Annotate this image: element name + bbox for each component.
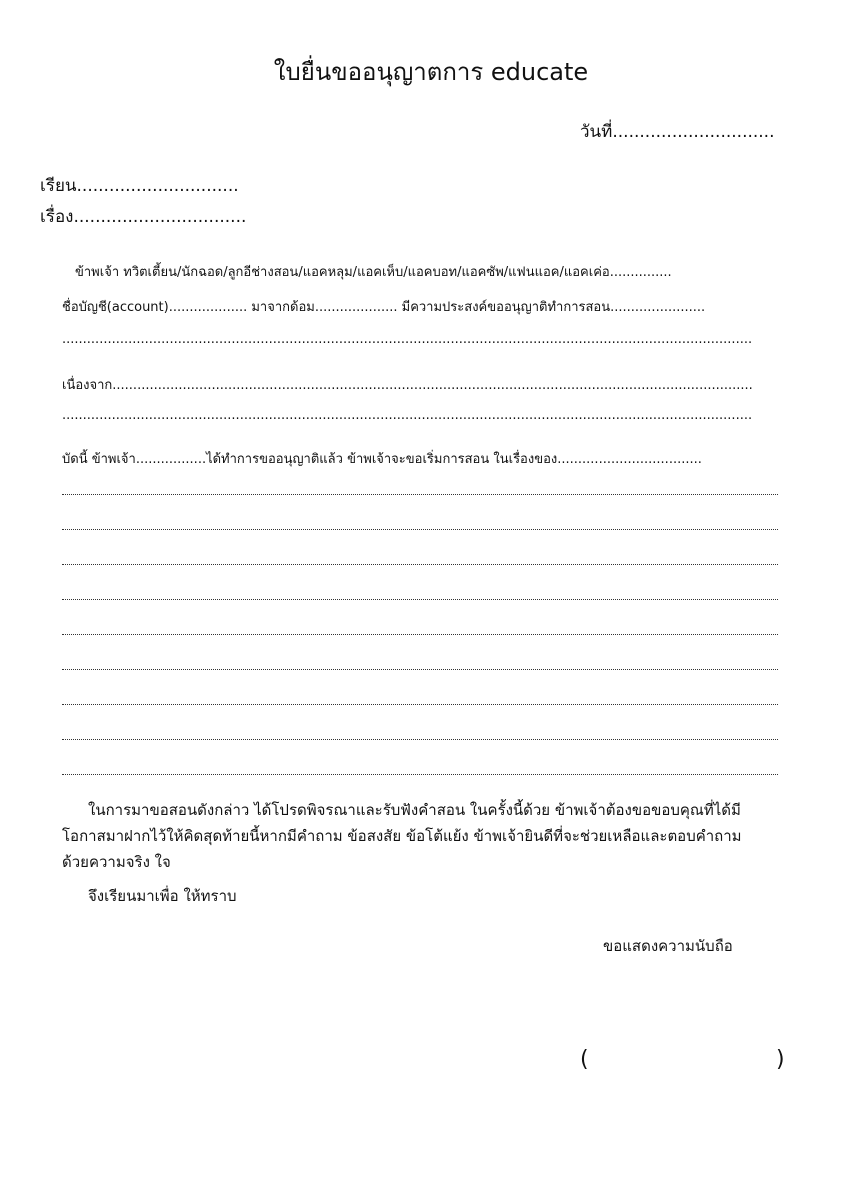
blank-line bbox=[62, 634, 778, 635]
regards-text: ขอแสดงความนับถือ bbox=[603, 937, 733, 955]
blank-line bbox=[62, 774, 778, 775]
signature-close-paren: ) bbox=[776, 1047, 785, 1072]
recipient-line: เรียน.............................. bbox=[40, 176, 239, 196]
purpose-continuation-line: ....................................................................................................................................................................... bbox=[62, 332, 753, 347]
closing-text: จึงเรียนมาเพื่อ ให้ทราบ bbox=[88, 887, 237, 905]
blank-line bbox=[62, 564, 778, 565]
body-paragraph-line: ในการมาขอสอนดังกล่าว ได้โปรดพิจรณาและรับฟังคำสอน ในครั้งนี้ด้วย ข้าพเจ้าต้องขอขอบคุณที่ได้มี bbox=[88, 801, 741, 819]
reason-continuation-line: ....................................................................................................................................................................... bbox=[62, 408, 753, 423]
blank-line bbox=[62, 529, 778, 530]
account-line: ชื่อบัญชี(account)................... มาจากด้อม.................... มีความประสงค์ขออนุญาติทำการสอน....................... bbox=[62, 300, 706, 315]
blank-line bbox=[62, 669, 778, 670]
blank-line bbox=[62, 739, 778, 740]
signature-open-paren: ( bbox=[580, 1047, 589, 1072]
body-paragraph-line: ด้วยความจริง ใจ bbox=[62, 853, 171, 871]
blank-line bbox=[62, 599, 778, 600]
blank-line bbox=[62, 704, 778, 705]
subject-line: เรื่อง................................ bbox=[40, 207, 247, 227]
body-paragraph-line: โอกาสมาฝากไว้ให้คิดสุดท้ายนี้หากมีคำถาม ข้อสงสัย ข้อโต้แย้ง ข้าพเจ้ายินดีที่จะช่วยเหลือและตอบคำถาม bbox=[62, 827, 742, 845]
blank-line bbox=[62, 494, 778, 495]
reason-line: เนื่องจาก........................................................................................................................................................... bbox=[62, 378, 753, 393]
date-line: วันที่.............................. bbox=[580, 122, 775, 142]
topic-line: บัดนี้ ข้าพเจ้า.................ได้ทำการขออนุญาติแล้ว ข้าพเจ้าจะขอเริ่มการสอน ในเรื่องของ................................... bbox=[62, 452, 702, 467]
form-title: ใบยื่นขออนุญาตการ educate bbox=[273, 58, 589, 86]
declarant-line: ข้าพเจ้า ทวิตเตี้ยน/นักฉอด/ลูกอีช่างสอน/แอคหลุม/แอคเห็บ/แอคบอท/แอคซัพ/แฟนแอค/แอคเค่อ............... bbox=[75, 265, 672, 280]
